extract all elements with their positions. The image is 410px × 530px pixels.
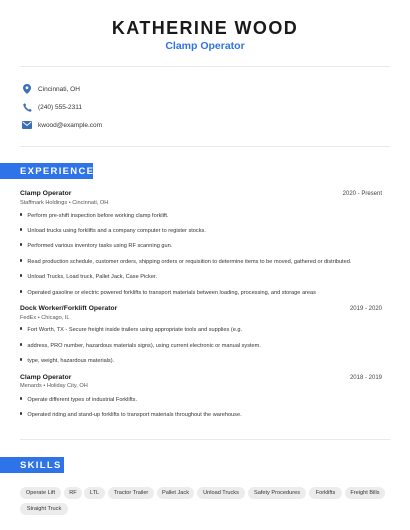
job-bullet: Fort Worth, TX - Secure freight inside trailers using appropriate tools and supplies (e.g. [20, 327, 242, 333]
skill-chip: Pallet Jack [157, 487, 194, 499]
job-dates: 2019 - 2020 [349, 306, 382, 312]
skill-chip: Forklifts [309, 487, 342, 499]
contact-phone [22, 100, 82, 114]
job-location: Holiday City, OH [46, 383, 88, 389]
job-title: Clamp Operator [20, 190, 72, 197]
experience-section-heading: EXPERIENCE [0, 163, 93, 179]
skill-chip: Straight Truck [20, 503, 68, 515]
job-bullet: type, weight, hazardous materials). [20, 358, 114, 364]
job-bullet: address, PRO number, hazardous materials signs), using current electronic or manual system. [20, 343, 261, 349]
job-bullet: Perform pre-shift inspection before working clamp forklift. [20, 213, 169, 219]
job-org: Staffmark Holdings • Cincinnati, OH [20, 200, 109, 206]
skill-chip: RF [64, 487, 82, 499]
skill-chip: Operate Lift [20, 487, 61, 499]
job-title: Clamp Operator [20, 374, 72, 381]
job-bullet: Performed various inventory tasks using RF scanning gun. [20, 243, 172, 249]
header-divider [20, 66, 390, 67]
candidate-title: Clamp Operator [165, 40, 245, 52]
job-location: Cincinnati, OH [72, 200, 109, 206]
job-dates: 2018 - 2019 [349, 375, 382, 381]
candidate-name: KATHERINE WOOD [111, 18, 299, 38]
contact-email [22, 118, 103, 132]
contact-location-text: Cincinnati, OH [38, 85, 80, 93]
skill-chip: Safety Procedures [248, 487, 306, 499]
contact-email-text[interactable]: kwood@example.com [38, 121, 103, 129]
job-company: Menards [20, 383, 42, 389]
job-org: FedEx • Chicago, IL [20, 315, 70, 321]
job-title: Dock Worker/Forklift Operator [20, 305, 118, 312]
job-company: FedEx [20, 315, 37, 321]
contact-divider [20, 146, 390, 147]
job-org: Menards • Holiday City, OH [20, 383, 88, 389]
skill-chip: Tractor Trailer [108, 487, 154, 499]
job-bullet: Unload trucks using forklifts and a company computer to register stocks. [20, 228, 206, 234]
job-location: Chicago, IL [41, 315, 70, 321]
contact-phone-text: (240) 555-2311 [38, 103, 82, 111]
skill-chip: Unload Trucks [197, 487, 245, 499]
phone-icon [22, 102, 32, 112]
job-bullet: Unload Trucks, Load truck, Pallet Jack, Case Picker. [20, 274, 157, 280]
job-dates: 2020 - Present [342, 191, 382, 197]
job-company: Staffmark Holdings [20, 200, 68, 206]
skill-chip: Freight Bills [345, 487, 385, 499]
skills-section-heading: SKILLS [0, 457, 64, 473]
skill-chip: LTL [84, 487, 105, 499]
contact-location [22, 82, 80, 96]
job-bullet: Operated gasoline or electric powered forklifts to transport materials between loading, processing, and storage areas [20, 290, 316, 296]
location-pin-icon [22, 84, 32, 94]
job-bullet: Operated riding and stand-up forklifts to transport materials throughout the warehouse. [20, 412, 242, 418]
job-bullet: Read production schedule, customer orders, shipping orders or requisition to determine items to be moved, gathered or distributed. [20, 259, 351, 265]
email-icon [22, 120, 32, 130]
experience-divider [20, 439, 390, 440]
job-bullet: Operate different types of industrial Forklifts. [20, 397, 137, 403]
